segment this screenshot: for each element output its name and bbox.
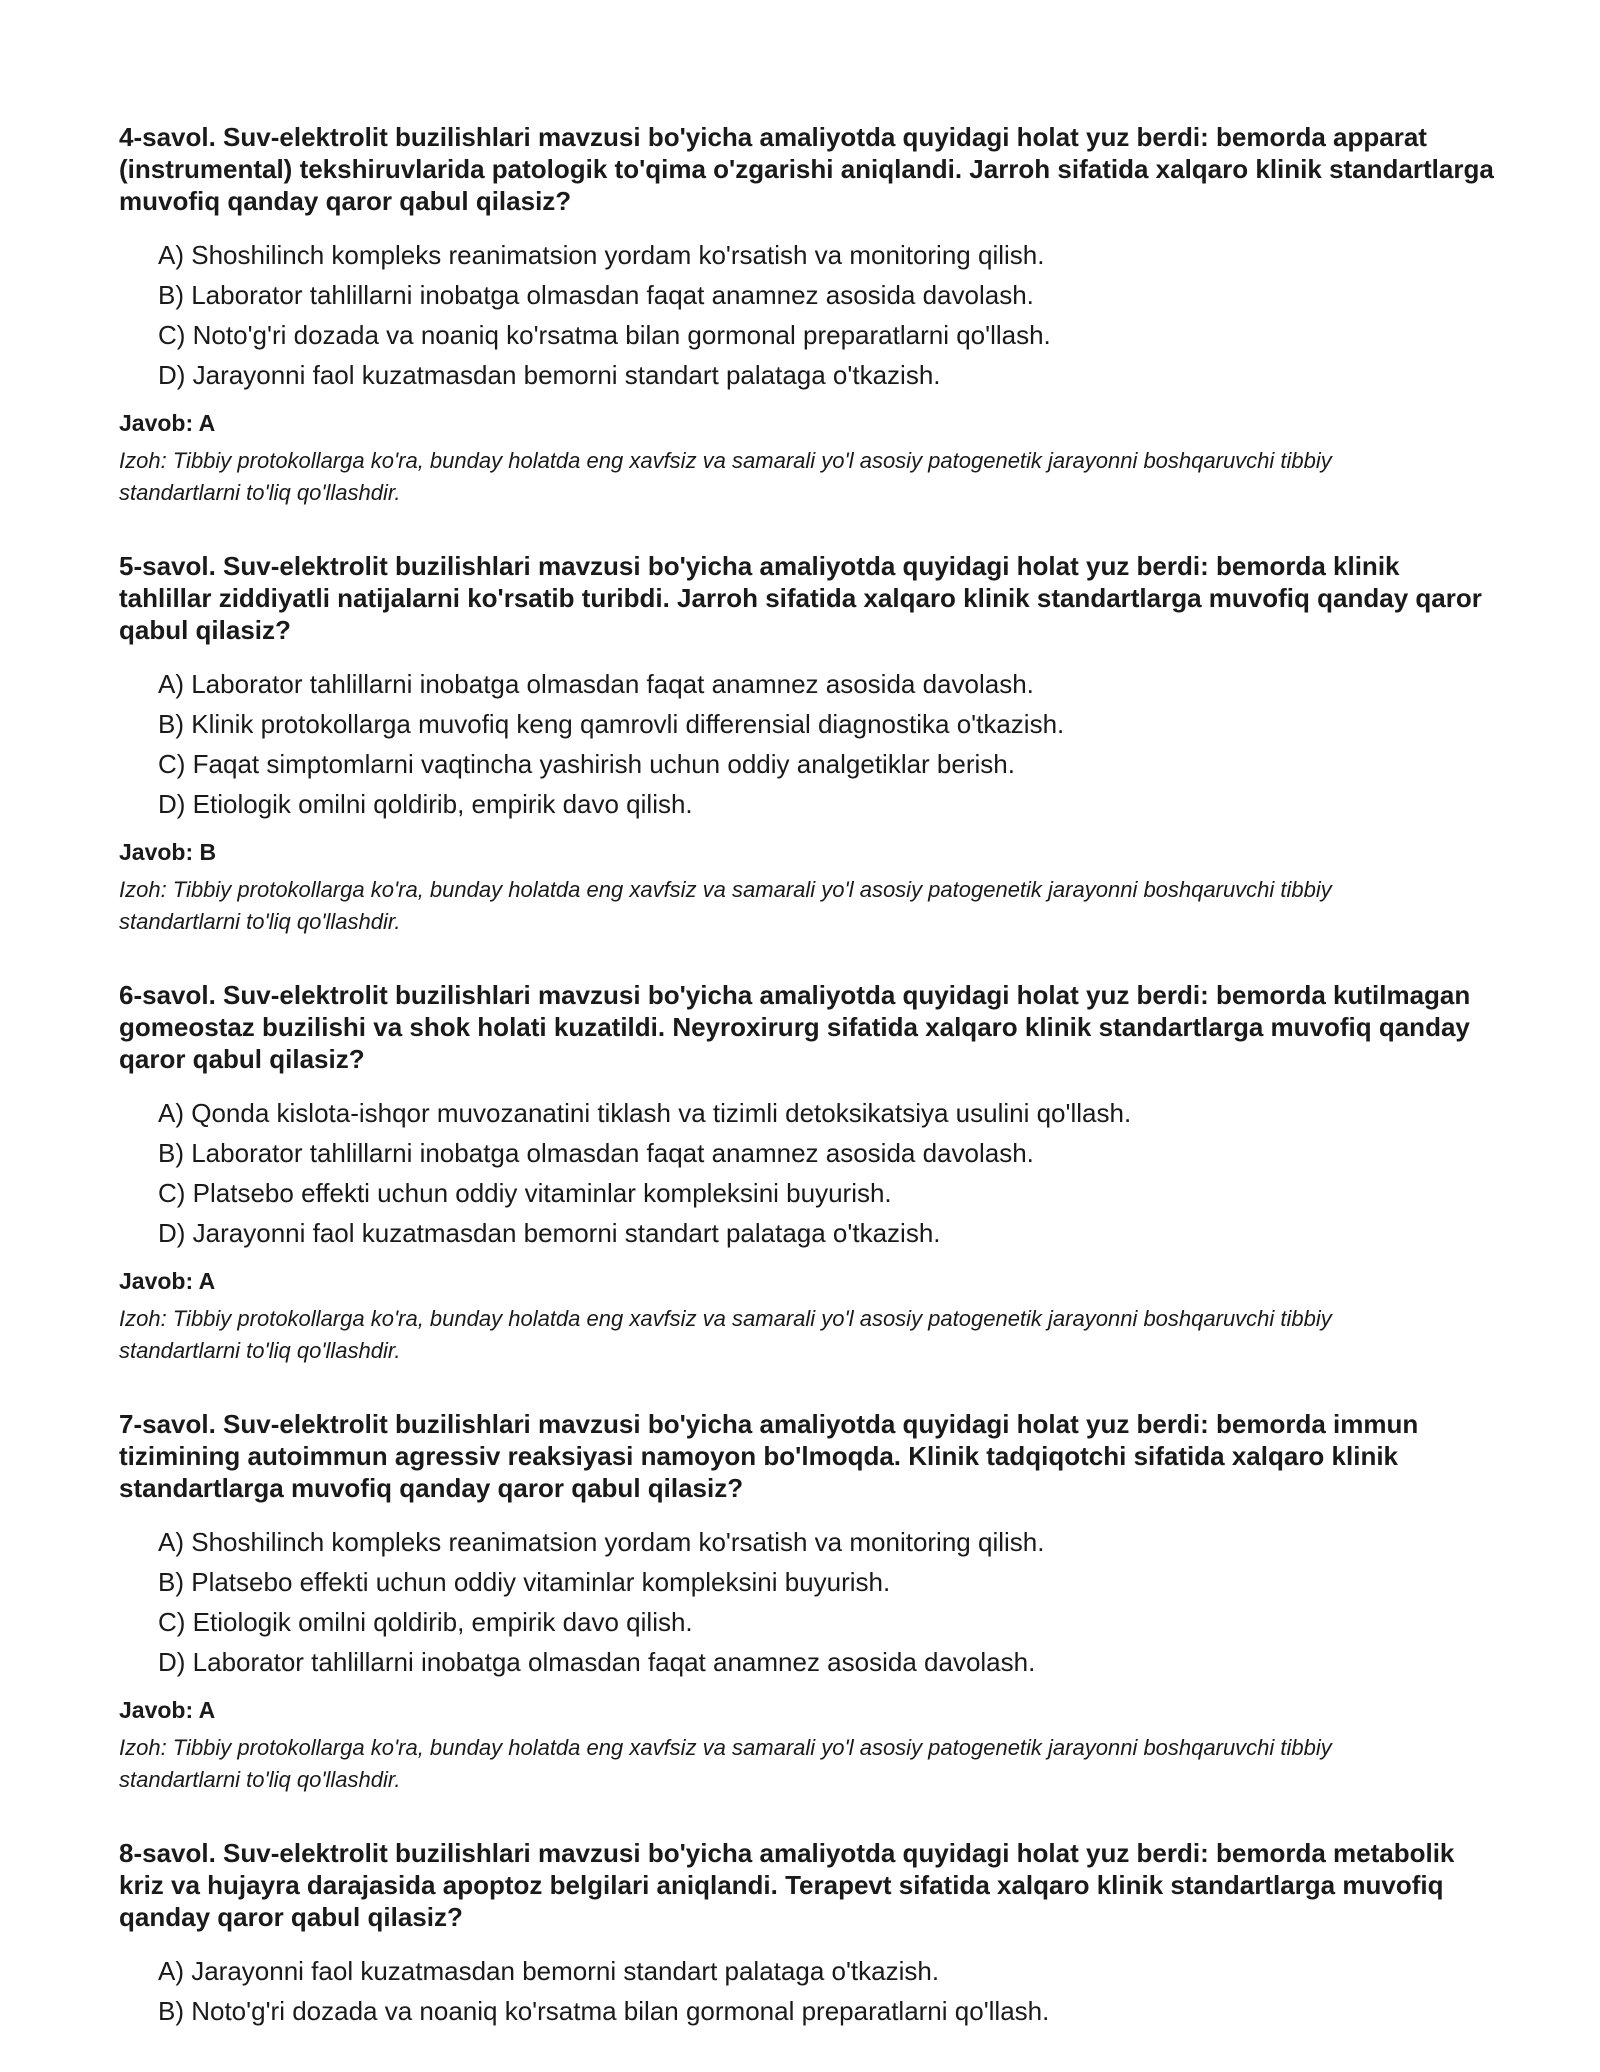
option-a: A) Laborator tahlillarni inobatga olmasdan faqat anamnez asosida davolash. [158, 669, 1034, 699]
option-c: C) Faqat simptomlarni vaqtincha yashirish uchun oddiy analgetiklar berish. [158, 749, 1015, 779]
explanation-text: Izoh: Tibbiy protokollarga ko'ra, bunday holatda eng xavfsiz va samarali yo'l asosiy patogenetik jarayonni boshqaruvchi tibbiy standartlarni to'liq qo'llashdir. [119, 1735, 1332, 1792]
option-list [119, 1093, 1499, 1253]
question-block [119, 1837, 1499, 2031]
answer-label: Javob: A [119, 1268, 216, 1294]
option-d: D) Jarayonni faol kuzatmasdan bemorni standart palataga o'tkazish. [158, 360, 941, 390]
question-text: 4-savol. Suv-elektrolit buzilishlari mavzusi bo'yicha amaliyotda quyidagi holat yuz berdi: bemorda apparat (instrumental) tekshiruvlarida patologik to'qima o'zgarishi aniqlandi. Jarroh sifatida xalqaro klinik standartlarga muvofiq qanday qaror qabul qilasiz? [119, 122, 1494, 216]
option-list [119, 1951, 1499, 2031]
option-list [119, 1522, 1499, 1682]
question-block [119, 979, 1499, 1367]
question-block [119, 121, 1499, 509]
option-list [119, 235, 1499, 395]
option-c: C) Etiologik omilni qoldirib, empirik davo qilish. [158, 1607, 693, 1637]
document-page [119, 121, 1499, 2072]
question-block [119, 1408, 1499, 1796]
option-c: C) Platsebo effekti uchun oddiy vitaminlar kompleksini buyurish. [158, 1178, 892, 1208]
option-a: A) Qonda kislota-ishqor muvozanatini tiklash va tizimli detoksikatsiya usulini qo'llash. [158, 1098, 1132, 1128]
option-d: D) Jarayonni faol kuzatmasdan bemorni standart palataga o'tkazish. [158, 1218, 941, 1248]
answer-label: Javob: A [119, 1697, 216, 1723]
option-list [119, 664, 1499, 824]
option-b: B) Klinik protokollarga muvofiq keng qamrovli differensial diagnostika o'tkazish. [158, 709, 1065, 739]
option-d: D) Etiologik omilni qoldirib, empirik davo qilish. [158, 789, 693, 819]
option-a: A) Jarayonni faol kuzatmasdan bemorni standart palataga o'tkazish. [158, 1956, 940, 1986]
explanation-text: Izoh: Tibbiy protokollarga ko'ra, bunday holatda eng xavfsiz va samarali yo'l asosiy patogenetik jarayonni boshqaruvchi tibbiy standartlarni to'liq qo'llashdir. [119, 877, 1332, 934]
option-d: D) Laborator tahlillarni inobatga olmasdan faqat anamnez asosida davolash. [158, 1647, 1036, 1677]
question-text: 6-savol. Suv-elektrolit buzilishlari mavzusi bo'yicha amaliyotda quyidagi holat yuz berdi: bemorda kutilmagan gomeostaz buzilishi va shok holati kuzatildi. Neyroxirurg sifatida xalqaro klinik standartlarga muvofiq qanday qaror qabul qilasiz? [119, 980, 1471, 1074]
question-text: 7-savol. Suv-elektrolit buzilishlari mavzusi bo'yicha amaliyotda quyidagi holat yuz berdi: bemorda immun tizimining autoimmun agressiv reaksiyasi namoyon bo'lmoqda. Klinik tadqiqotchi sifatida xalqaro klinik standartlarga muvofiq qanday qaror qabul qilasiz? [119, 1409, 1419, 1503]
explanation-text: Izoh: Tibbiy protokollarga ko'ra, bunday holatda eng xavfsiz va samarali yo'l asosiy patogenetik jarayonni boshqaruvchi tibbiy standartlarni to'liq qo'llashdir. [119, 1306, 1332, 1363]
option-c: C) Noto'g'ri dozada va noaniq ko'rsatma bilan gormonal preparatlarni qo'llash. [158, 320, 1051, 350]
answer-label: Javob: B [119, 839, 217, 865]
option-b: B) Laborator tahlillarni inobatga olmasdan faqat anamnez asosida davolash. [158, 280, 1034, 310]
option-b: B) Laborator tahlillarni inobatga olmasdan faqat anamnez asosida davolash. [158, 1138, 1034, 1168]
option-b: B) Platsebo effekti uchun oddiy vitaminlar kompleksini buyurish. [158, 1567, 891, 1597]
answer-label: Javob: A [119, 410, 216, 436]
option-a: A) Shoshilinch kompleks reanimatsion yordam ko'rsatish va monitoring qilish. [158, 1527, 1045, 1557]
question-text: 5-savol. Suv-elektrolit buzilishlari mavzusi bo'yicha amaliyotda quyidagi holat yuz berdi: bemorda klinik tahlillar ziddiyatli natijalarni ko'rsatib turibdi. Jarroh sifatida xalqaro klinik standartlarga muvofiq qanday qaror qabul qilasiz? [119, 551, 1482, 645]
question-block [119, 550, 1499, 938]
explanation-text: Izoh: Tibbiy protokollarga ko'ra, bunday holatda eng xavfsiz va samarali yo'l asosiy patogenetik jarayonni boshqaruvchi tibbiy standartlarni to'liq qo'llashdir. [119, 448, 1332, 505]
option-b: B) Noto'g'ri dozada va noaniq ko'rsatma bilan gormonal preparatlarni qo'llash. [158, 1996, 1050, 2026]
option-a: A) Shoshilinch kompleks reanimatsion yordam ko'rsatish va monitoring qilish. [158, 240, 1045, 270]
question-text: 8-savol. Suv-elektrolit buzilishlari mavzusi bo'yicha amaliyotda quyidagi holat yuz berdi: bemorda metabolik kriz va hujayra darajasida apoptoz belgilari aniqlandi. Terapevt sifatida xalqaro klinik standartlarga muvofiq qanday qaror qabul qilasiz? [119, 1838, 1455, 1932]
